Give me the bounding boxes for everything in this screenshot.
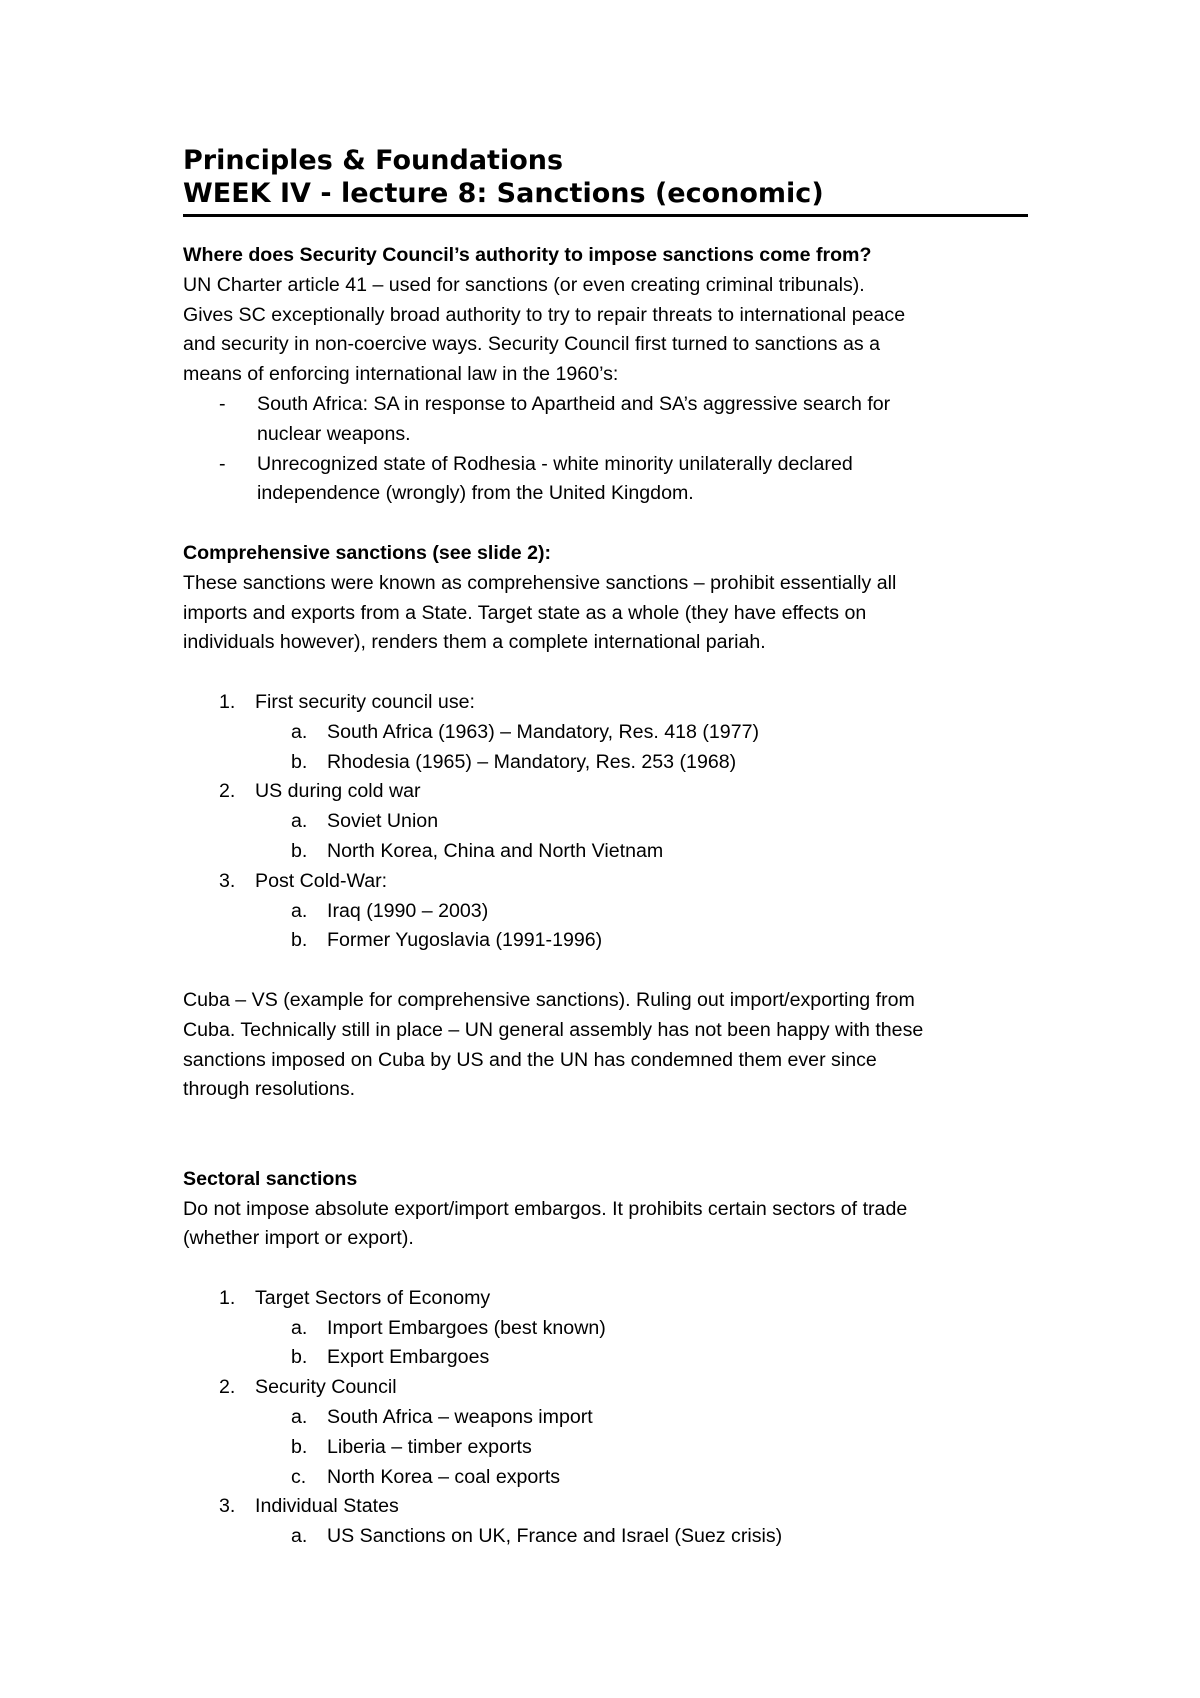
list-item [183,1492,1028,1552]
paragraph-line: Do not impose absolute export/import embargos. It prohibits certain sectors of trade [183,1197,908,1220]
sub-list [255,807,1028,867]
bullet-text: nuclear weapons. [257,422,411,445]
document-body [183,144,1028,1552]
paragraph-line: These sanctions were known as comprehensive sanctions – prohibit essentially all [183,571,897,594]
list-item [183,777,1028,866]
sub-list-item [255,897,1028,927]
section-heading: Comprehensive sanctions (see slide 2): [183,541,552,564]
paragraph-line: through resolutions. [183,1078,356,1101]
list-marker: a. [291,899,308,922]
sub-list-text: South Africa – weapons import [327,1406,593,1429]
bullet-list [183,390,1028,509]
paragraph-line: individuals however), renders them a complete international pariah. [183,631,766,654]
bullet-text: Unrecognized state of Rodhesia - white minority unilaterally declared [257,452,853,475]
paragraph-line: Gives SC exceptionally broad authority to try to repair threats to international peace [183,303,906,326]
sub-list-item [255,748,1028,778]
list-item-text: Security Council [255,1376,397,1399]
section-heading: Sectoral sanctions [183,1167,358,1190]
paragraph-line: Cuba. Technically still in place – UN general assembly has not been happy with these [183,1018,924,1041]
sub-list-item [255,1463,1028,1493]
sub-list-item [255,718,1028,748]
list-marker: 1. [219,690,236,713]
sub-list-text: South Africa (1963) – Mandatory, Res. 418 (1977) [327,720,760,743]
paragraph-line: means of enforcing international law in the 1960’s: [183,363,619,386]
sub-list-item [255,1522,1028,1552]
sub-list-item [255,1403,1028,1433]
sub-list-text: Iraq (1990 – 2003) [327,899,489,922]
list-marker: b. [291,750,308,773]
sub-list-text: Liberia – timber exports [327,1435,532,1458]
paragraph-line: (whether import or export). [183,1227,414,1250]
list-marker: a. [291,810,308,833]
list-item-text: Post Cold-War: [255,869,388,892]
sub-list-text: North Korea – coal exports [327,1465,561,1488]
bullet-item [183,390,1028,450]
paragraph-line: Cuba – VS (example for comprehensive sanctions). Ruling out import/exporting from [183,988,915,1011]
sub-list-item [255,807,1028,837]
list-marker: a. [291,720,308,743]
bullet-item [183,450,1028,510]
spacer [183,509,1028,539]
title-line-2: WEEK IV - lecture 8: Sanctions (economic) [183,178,824,209]
list-marker: 3. [219,869,236,892]
sub-list-text: Former Yugoslavia (1991-1996) [327,929,603,952]
list-marker: b. [291,1435,308,1458]
spacer [183,956,1028,986]
paragraph-line: imports and exports from a State. Target state as a whole (they have effects on [183,601,867,624]
paragraph-line: UN Charter article 41 – used for sanctions (or even creating criminal tribunals). [183,273,865,296]
sub-list-text: Import Embargoes (best known) [327,1316,606,1339]
sub-list [255,1522,1028,1552]
spacer [183,1105,1028,1165]
sub-list-item [255,1433,1028,1463]
list-item [183,867,1028,956]
list-marker: c. [291,1465,307,1488]
title-underline [183,214,1028,217]
sub-list-item [255,926,1028,956]
sub-list-text: North Korea, China and North Vietnam [327,839,664,862]
sub-list-text: Export Embargoes [327,1346,490,1369]
section-heading: Where does Security Council’s authority to impose sanctions come from? [183,244,872,266]
sub-list-item [255,1314,1028,1344]
bullet-marker: - [219,392,226,415]
sub-list [255,1314,1028,1374]
paragraph-line: and security in non-coercive ways. Security Council first turned to sanctions as a [183,333,880,356]
title-line-1: Principles & Foundations [183,145,564,176]
list-marker: 2. [219,780,236,803]
paragraph-line: sanctions imposed on Cuba by US and the UN has condemned them ever since [183,1048,877,1071]
sub-list-item [255,1343,1028,1373]
list-marker: b. [291,839,308,862]
list-marker: a. [291,1525,308,1548]
sub-list-text: US Sanctions on UK, France and Israel (Suez crisis) [327,1525,783,1548]
list-item-text: Target Sectors of Economy [255,1286,491,1309]
bullet-marker: - [219,452,226,475]
list-marker: 2. [219,1376,236,1399]
bullet-text: independence (wrongly) from the United Kingdom. [257,482,694,505]
sub-list [255,1403,1028,1492]
list-item [183,1373,1028,1492]
list-marker: b. [291,1346,308,1369]
spacer [183,1254,1028,1284]
list-marker: a. [291,1316,308,1339]
sub-list-text: Soviet Union [327,810,439,833]
section-authority [183,241,1028,1552]
list-marker: 1. [219,1286,236,1309]
list-marker: b. [291,929,308,952]
list-item [183,1284,1028,1373]
numbered-list [183,688,1028,956]
list-marker: 3. [219,1495,236,1518]
list-item-text: Individual States [255,1495,399,1518]
sub-list [255,718,1028,778]
sub-list-item [255,837,1028,867]
spacer [183,658,1028,688]
list-item [183,688,1028,777]
list-item-text: US during cold war [255,780,421,803]
sub-list [255,897,1028,957]
sub-list-text: Rhodesia (1965) – Mandatory, Res. 253 (1968) [327,750,737,773]
numbered-list [183,1284,1028,1552]
list-marker: a. [291,1406,308,1429]
list-item-text: First security council use: [255,690,475,713]
bullet-text: South Africa: SA in response to Apartheid and SA’s aggressive search for [257,392,891,415]
